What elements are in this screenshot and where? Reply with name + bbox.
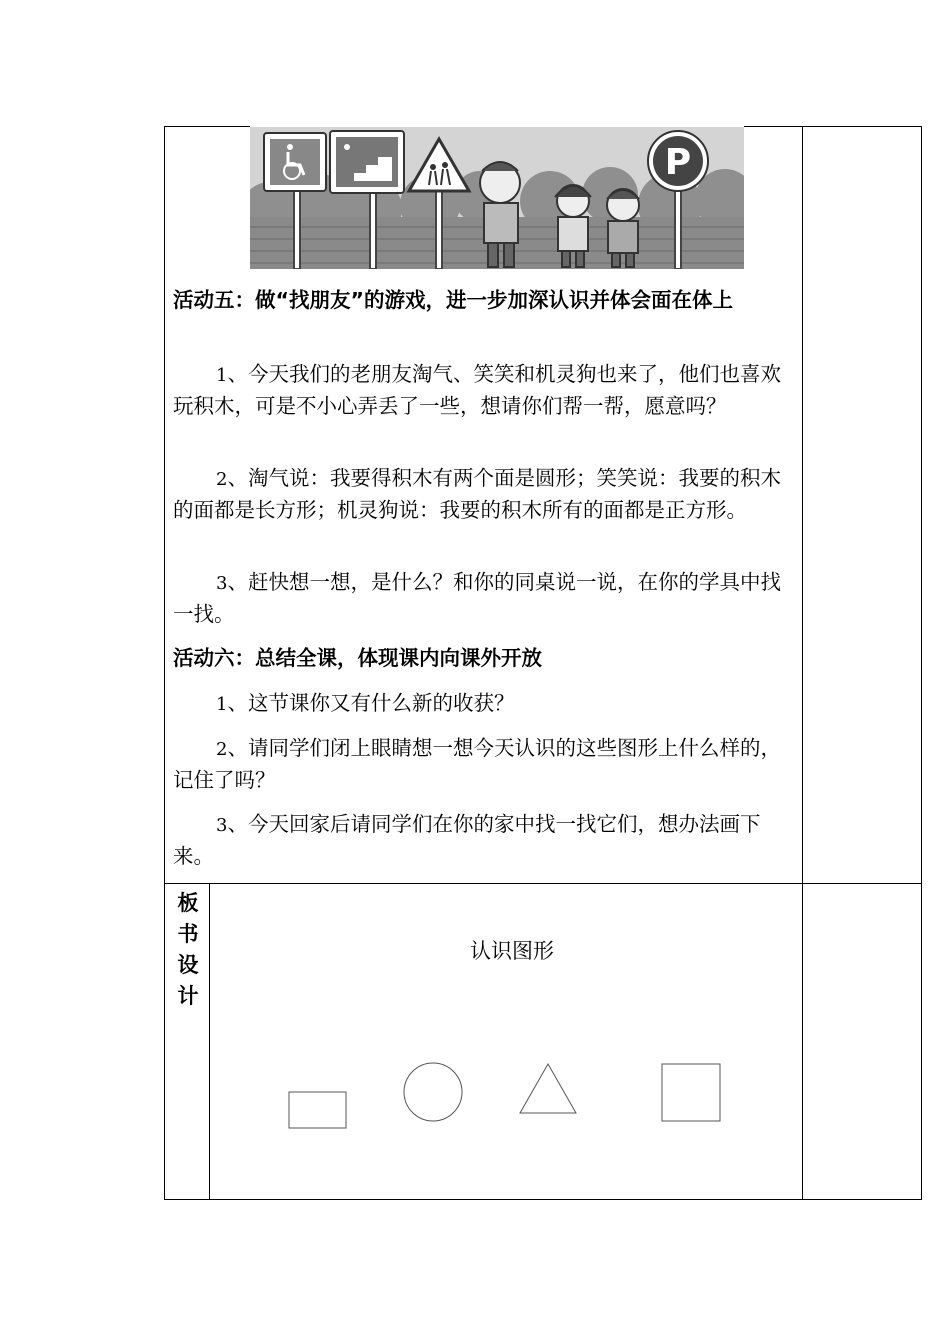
activity5-heading: 活动五：做“找朋友”的游戏，进一步加深认识并体会面在体上	[173, 288, 733, 312]
table-top-left	[164, 126, 250, 127]
rectangle-shape	[289, 1092, 346, 1128]
board-shapes	[280, 1055, 730, 1145]
item-number: 3	[216, 573, 228, 594]
activity6-item-1	[173, 688, 793, 720]
item-number: 1	[216, 694, 228, 715]
triangle-shape	[520, 1064, 576, 1113]
circle-shape	[404, 1063, 462, 1121]
label-char: 板	[177, 891, 199, 915]
item-number: 3	[216, 815, 228, 836]
traffic-signs-illustration	[250, 127, 744, 269]
table-right-border	[921, 126, 922, 1200]
svg-text:P: P	[664, 142, 692, 183]
item-text: 、赶快想一想，是什么？和你的同桌说一说，在你的学具中找一找。	[173, 570, 781, 626]
table-bottom-border	[164, 1199, 922, 1200]
label-char: 书	[177, 922, 199, 946]
table-top-right	[744, 126, 922, 127]
activity6-item-3	[173, 809, 793, 872]
activity5-item-2	[173, 463, 793, 526]
item-text: 、今天我们的老朋友淘气、笑笑和机灵狗也来了，他们也喜欢玩积木，可是不小心弄丢了一些，想请你们帮一帮，愿意吗？	[173, 362, 781, 418]
table-row-divider	[164, 883, 922, 884]
board-design-label	[176, 888, 200, 1012]
activity5-item-1	[173, 359, 793, 422]
board-label-divider	[209, 883, 210, 1200]
label-char: 设	[177, 953, 199, 977]
table-left-border	[164, 126, 165, 1200]
item-text: 、这节课你又有什么新的收获？	[227, 691, 515, 715]
table-column-divider	[802, 126, 803, 1200]
activity5-item-3	[173, 567, 793, 630]
parking-sign-icon	[648, 131, 708, 191]
item-number: 1	[216, 365, 228, 386]
label-char: 计	[177, 984, 199, 1008]
board-title: 认识图形	[470, 939, 554, 963]
stairs-sign-icon	[330, 131, 404, 193]
item-text: 、今天回家后请同学们在你的家中找一找它们，想办法画下来。	[173, 812, 761, 868]
item-text: 、淘气说：我要得积木有两个面是圆形；笑笑说：我要的积木的面都是长方形；机灵狗说：我要的积木所有的面都是正方形。	[173, 466, 781, 522]
item-number: 2	[216, 739, 228, 760]
square-shape	[662, 1064, 720, 1121]
wheelchair-sign-icon	[264, 133, 326, 191]
item-number: 2	[216, 469, 228, 490]
activity6-heading: 活动六：总结全课，体现课内向课外开放	[173, 646, 542, 670]
activity6-item-2	[173, 733, 793, 796]
item-text: 、请同学们闭上眼睛想一想今天认识的这些图形上什么样的，记住了吗？	[173, 736, 781, 792]
